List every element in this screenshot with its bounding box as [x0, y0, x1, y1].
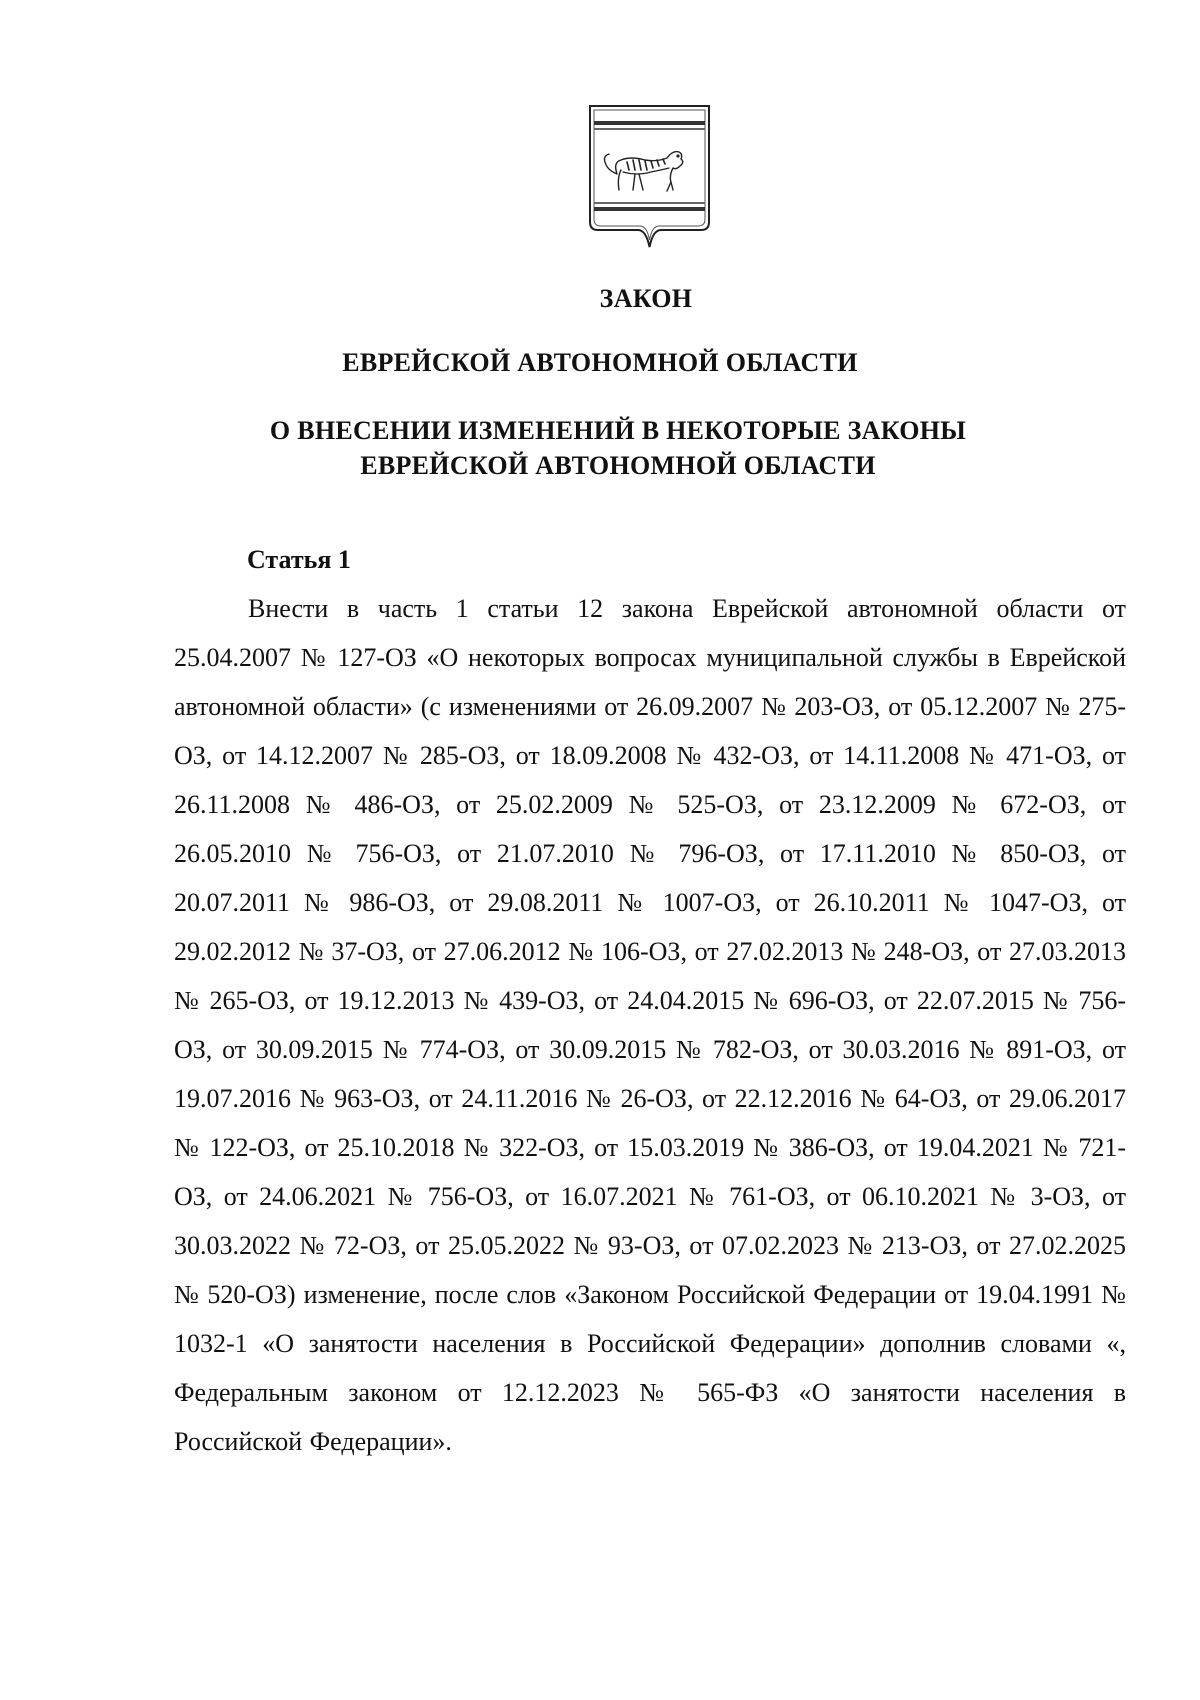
law-title-text: О ВНЕСЕНИИ ИЗМЕНЕНИЙ В НЕКОТОРЫЕ ЗАКОНЫ ЕВРЕЙСКОЙ АВТОНОМНОЙ ОБЛАСТИ: [269, 416, 967, 480]
bottom-stripe-2: [594, 207, 705, 211]
law-type-heading: ЗАКОН: [599, 284, 693, 313]
law-title-heading: [18, 413, 1200, 483]
article-1-text: Внести в часть 1 статьи 12 закона Еврейской автономной области от 25.04.2007 № 127-ОЗ «О некоторых вопросах муниципальной службы в Еврейской автономной области» (с изменениями от 26.09.2007 № 203-ОЗ, от 05.12.2007 № 275-ОЗ, от 14.12.2007 № 285-ОЗ, от 18.09.2008 № 432-ОЗ, от 14.11.2008 № 471-ОЗ, от 26.11.2008 № 486-ОЗ, от 25.02.2009 № 525-ОЗ, от 23.12.2009 № 672-ОЗ, от 26.05.2010 № 756-ОЗ, от 21.07.2010 № 796-ОЗ, от 17.11.2010 № 850-ОЗ, от 20.07.2011 № 986-ОЗ, от 29.08.2011 № 1007-ОЗ, от 26.10.2011 № 1047-ОЗ, от 29.02.2012 № 37-ОЗ, от 27.06.2012 № 106-ОЗ, от 27.02.2013 № 248-ОЗ, от 27.03.2013 № 265-ОЗ, от 19.12.2013 № 439-ОЗ, от 24.04.2015 № 696-ОЗ, от 22.07.2015 № 756-ОЗ, от 30.09.2015 № 774-ОЗ, от 30.09.2015 № 782-ОЗ, от 30.03.2016 № 891-ОЗ, от 19.07.2016 № 963-ОЗ, от 24.11.2016 № 26-ОЗ, от 22.12.2016 № 64-ОЗ, от 29.06.2017 № 122-ОЗ, от 25.10.2018 № 322-ОЗ, от 15.03.2019 № 386-ОЗ, от 19.04.2021 № 721-ОЗ, от 24.06.2021 № 756-ОЗ, от 16.07.2021 № 761-ОЗ, от 06.10.2021 № 3-ОЗ, от 30.03.2022 № 72-ОЗ, от 25.05.2022 № 93-ОЗ, от 07.02.2023 № 213-ОЗ, от 27.02.2025 № 520-ОЗ) изменение, после слов «Законом Российской Федерации от 19.04.1991 № 1032-1 «О занятости населения в Российской Федерации» дополнив словами «, Федеральным законом от 12.12.2023 № 565-ФЗ «О занятости населения в Российской Федерации».: [174, 594, 1126, 1456]
coat-of-arms-emblem: [587, 104, 712, 249]
region-heading: ЕВРЕЙСКОЙ АВТОНОМНОЙ ОБЛАСТИ: [342, 348, 858, 377]
article-1-heading: Статья 1: [247, 545, 351, 574]
top-stripe-2: [594, 128, 705, 130]
bottom-stripe-1: [594, 202, 705, 204]
top-stripe-1: [594, 121, 705, 125]
